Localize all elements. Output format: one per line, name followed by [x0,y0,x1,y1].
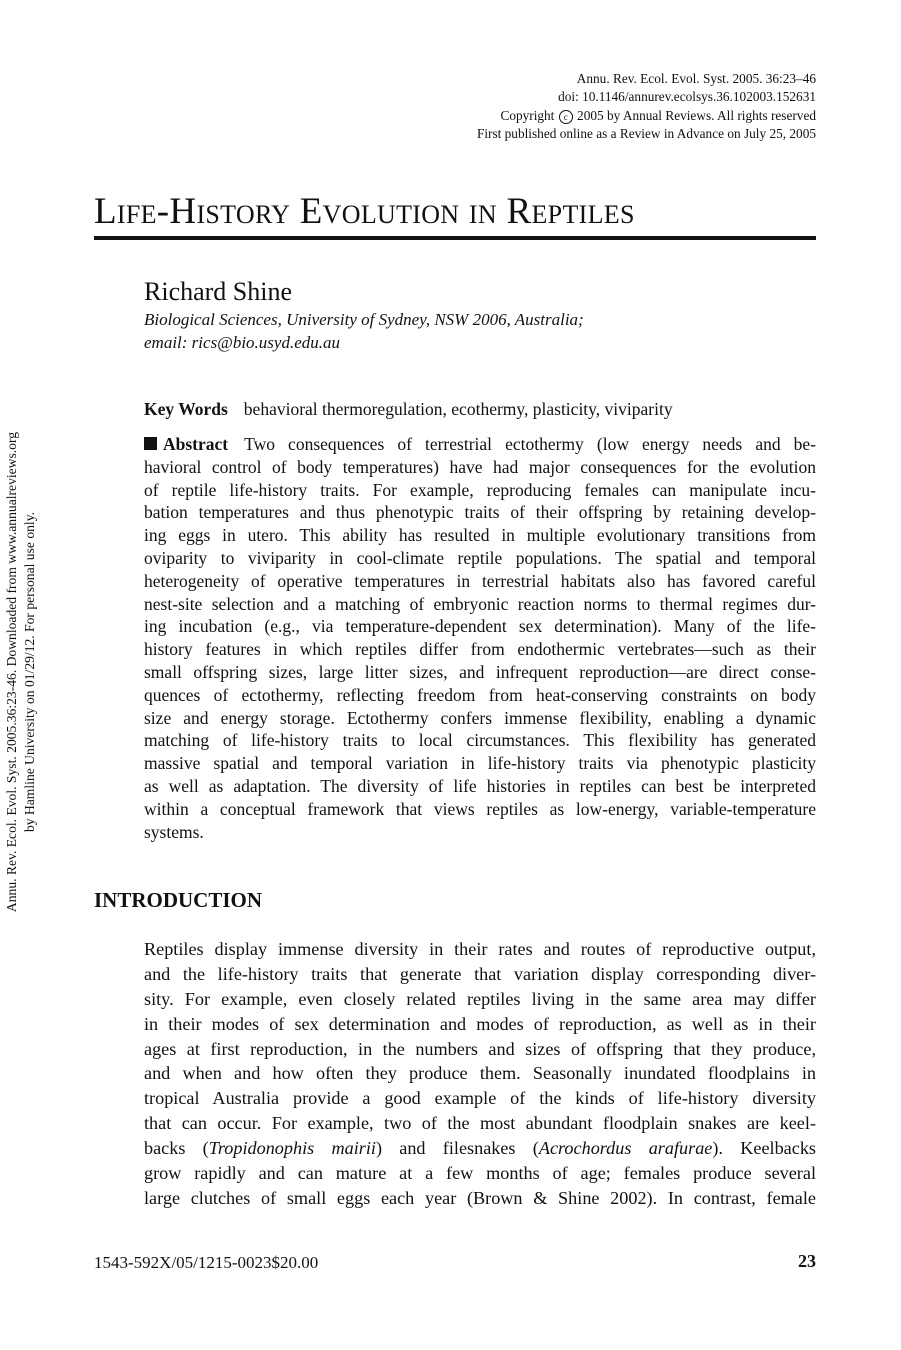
abstract-line: quences of ectothermy, reflecting freedom from heat-conserving constraints on body [144,684,816,705]
abstract-line: bation temperatures and thus phenotypic traits of their offspring by retaining develop- [144,502,816,523]
body-line: large clutches of small eggs each year (Brown & Shine 2002). In contrast, female [144,1187,816,1208]
body-text: ) and filesnakes ( [375,1138,539,1159]
abstract-line: ing incubation (e.g., via temperature-dependent sex determination). Many of the life- [144,616,816,637]
download-notice-line: by Hamline University on 01/29/12. For personal use only. [22,511,37,833]
body-line: and when and how often they produce them. Seasonally inundated floodplains in [144,1063,816,1084]
abstract-line: as well as adaptation. The diversity of life histories in reptiles can best be interpreted [144,775,816,796]
abstract-line: small offspring sizes, large litter sizes, and infrequent reproduction—are direct conse- [144,661,816,682]
author-name: Richard Shine [144,277,293,306]
download-notice [3,372,43,972]
body-line: tropical Australia provide a good example of the kinds of life-history diversity [144,1088,816,1109]
abstract-line: of reptile life-history traits. For example, reproducing females can manipulate incu- [144,479,816,500]
published-date: First published online as a Review in Advance on July 25, 2005 [476,125,816,141]
section-heading: INTRODUCTION [94,888,263,912]
body-line: and the life-history traits that generate that variation display corresponding diver- [144,963,816,984]
abstract-line: ing eggs in utero. This ability has resulted in multiple evolutionary transitions from [144,525,816,546]
abstract [144,433,816,843]
body-line: sity. For example, even closely related reptiles living in the same area may differ [144,988,816,1009]
body-line: in their modes of sex determination and modes of reproduction, as well as in their [144,1013,816,1034]
running-header [316,70,816,143]
abstract-line: systems. [144,821,204,842]
abstract-line-text: Two consequences of terrestrial ectothermy (low energy needs and be- [244,434,816,454]
body-line: Reptiles display immense diversity in their rates and routes of reproductive output, [144,939,816,959]
body-line [144,1136,816,1161]
journal-reference: Annu. Rev. Ecol. Evol. Syst. 2005. 36:23–46 [576,71,816,86]
introduction-body [144,937,816,1211]
keywords-text: behavioral thermoregulation, ecothermy, plasticity, viviparity [243,399,673,419]
species-name: Acrochordus arafurae [538,1138,713,1159]
copyright-text: 2005 by Annual Reviews. All rights reserved [577,107,816,123]
body-text: ). Keelbacks [712,1138,816,1159]
copyright-line [316,107,816,125]
abstract-line: matching of life-history traits to local circumstances. This flexibility has generated [144,730,816,751]
abstract-line: oviparity to viviparity in cool-climate reptile populations. The spatial and temporal [144,547,816,568]
author-email: email: rics@bio.usyd.edu.au [144,333,340,352]
page-number: 23 [798,1251,816,1271]
article-title: Life-History Evolution in Reptiles [94,191,635,232]
abstract-label: Abstract [163,434,229,454]
download-notice-line: Annu. Rev. Ecol. Evol. Syst. 2005.36:23-46. Downloaded from www.annualreviews.org [4,431,19,913]
abstract-line [144,433,816,456]
abstract-line: within a conceptual framework that views reptiles as low-energy, variable-temperature [144,798,816,819]
title-rule [94,236,816,240]
body-line: grow rapidly and can mature at a few months of age; females produce several [144,1163,816,1184]
keywords [144,398,816,421]
affiliation-line: Biological Sciences, University of Sydney, NSW 2006, Australia; [144,310,584,329]
abstract-line: havioral control of body temperatures) have had major consequences for the evolution [144,456,816,477]
body-line: that can occur. For example, two of the most abundant floodplain snakes are keel- [144,1113,816,1134]
body-text: backs ( [144,1138,209,1159]
footer-code: 1543-592X/05/1215-0023$20.00 [94,1253,319,1272]
abstract-line: history features in which reptiles differ from endothermic vertebrates—such as their [144,639,816,660]
copyright-label: Copyright [500,107,555,123]
abstract-line: heterogeneity of operative temperatures in terrestrial habitats also has favored careful [144,570,816,591]
abstract-line: size and energy storage. Ectothermy confers immense flexibility, enabling a dynamic [144,707,816,728]
author-affiliation [144,308,584,354]
body-line: ages at first reproduction, in the numbers and sizes of offspring that they produce, [144,1038,816,1059]
keywords-label: Key Words [144,399,228,419]
species-name: Tropidonophis mairii [208,1138,376,1159]
abstract-line: nest-site selection and a matching of embryonic reaction norms to thermal regimes dur- [144,593,816,614]
doi: doi: 10.1146/annurev.ecolsys.36.102003.152631 [558,89,816,105]
copyright-icon: c [559,110,573,124]
square-bullet-icon [144,437,157,450]
abstract-line: massive spatial and temporal variation in life-history traits via phenotypic plasticity [144,753,816,774]
